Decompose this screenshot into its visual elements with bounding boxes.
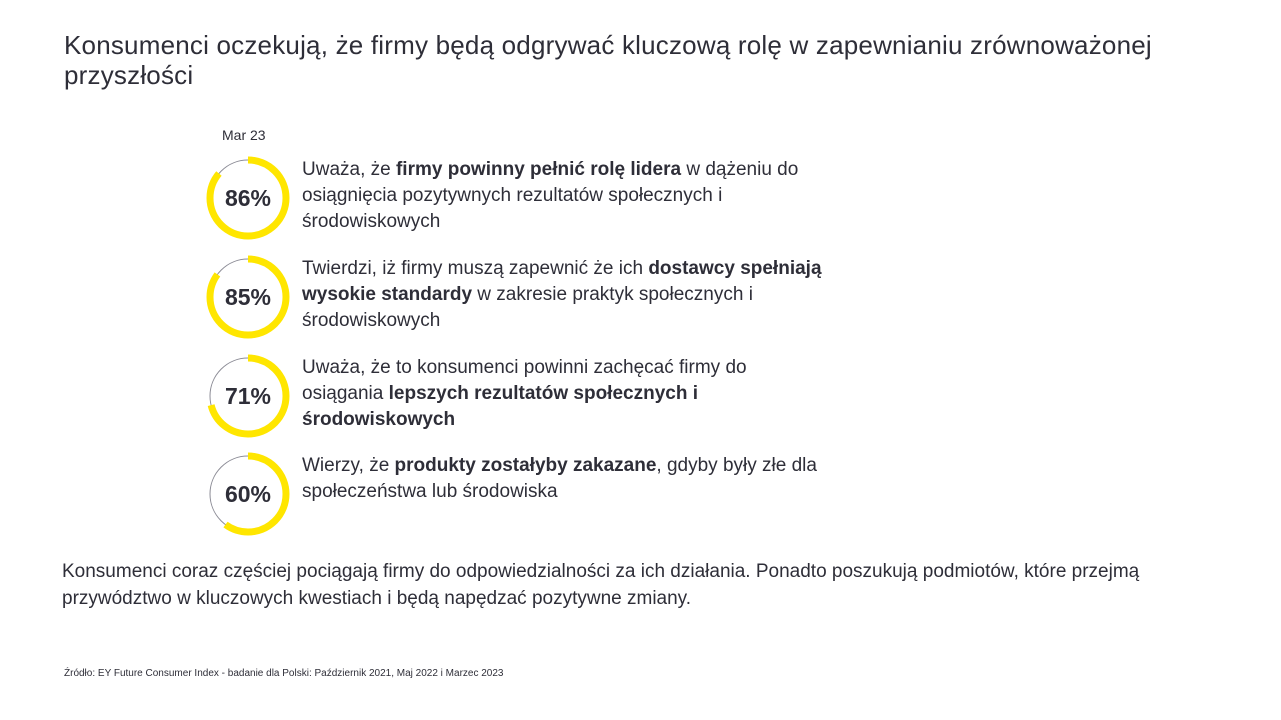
description-highlight: firmy powinny pełnić rolę lidera [395, 159, 682, 180]
description-text: Twierdzi, iż firmy muszą zapewnić że ich [302, 258, 649, 279]
description-highlight: dostawcy spełniają wysokie standardy [302, 258, 822, 305]
period-label: Mar 23 [222, 127, 266, 143]
source-note: Źródło: EY Future Consumer Index - badanie dla Polski: Październik 2021, Maj 2022 i Marzec 2023 [64, 668, 504, 679]
donut-percent-label: 86% [224, 184, 272, 211]
donut-description [302, 157, 822, 235]
description-text: , gdyby były złe dla społeczeństwa lub środowiska [302, 455, 817, 502]
donut-description [302, 453, 822, 505]
page-title: Konsumenci oczekują, że firmy będą odgrywać kluczową rolę w zapewnianiu zrównoważonej przyszłości [64, 30, 1152, 90]
donut-item [205, 451, 825, 541]
description-text: w zakresie praktyk społecznych i środowiskowych [302, 284, 753, 331]
donut-item [205, 254, 825, 344]
description-highlight: lepszych rezultatów społecznych i środowiskowych [302, 383, 698, 430]
summary-text: Konsumenci coraz częściej pociągają firmy do odpowiedzialności za ich działania. Ponadto poszukują podmiotów, które przejmą przywództwo w kluczowych kwestiach i będą napędzać pozytywne zmiany. [62, 561, 1140, 609]
donut-percent-label: 60% [224, 480, 272, 507]
donut-description [302, 256, 822, 334]
donut-percent-label: 85% [224, 283, 272, 310]
donut-description [302, 355, 822, 433]
donut-chart [205, 353, 291, 439]
donut-chart [205, 254, 291, 340]
donut-chart [205, 451, 291, 537]
description-text: Wierzy, że [302, 455, 395, 476]
donut-chart [205, 155, 291, 241]
donut-item [205, 155, 825, 245]
description-highlight: produkty zostałyby zakazane [394, 455, 657, 476]
donut-percent-label: 71% [224, 382, 272, 409]
description-text: Uważa, że [302, 159, 396, 180]
donut-item [205, 353, 825, 443]
description-text: Uważa, że to konsumenci powinni zachęcać firmy do osiągania [302, 357, 747, 404]
description-text: w dążeniu do osiągnięcia pozytywnych rezultatów społecznych i środowiskowych [302, 159, 799, 232]
